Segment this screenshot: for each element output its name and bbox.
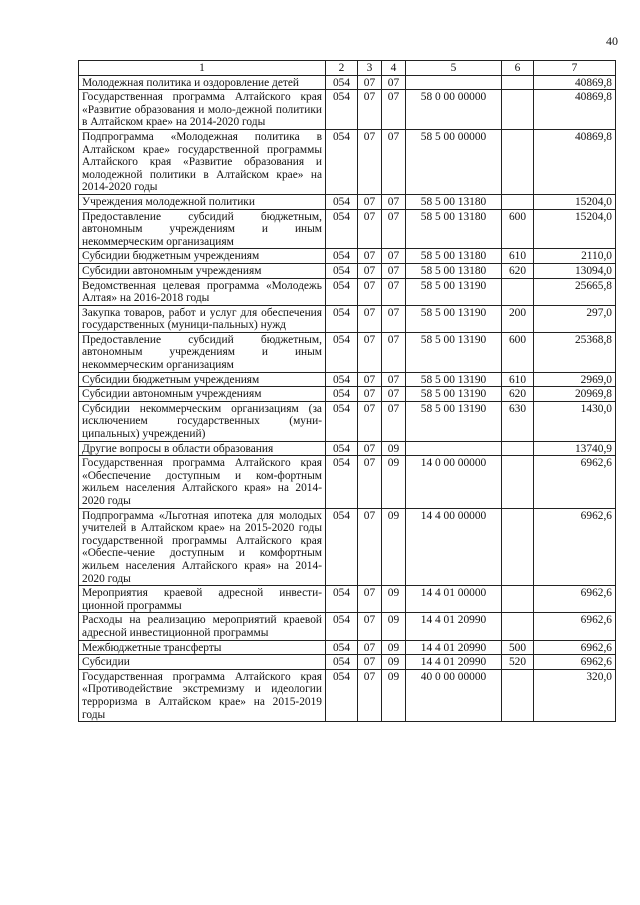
row-target-cell: 58 5 00 13180 (406, 194, 502, 209)
row-amount-cell: 2969,0 (534, 372, 616, 387)
row-subsection-cell: 07 (382, 194, 406, 209)
header-cell: 6 (502, 61, 534, 76)
table-row (79, 508, 616, 586)
row-code-cell: 054 (326, 90, 358, 130)
row-code-cell: 054 (326, 441, 358, 456)
row-type-cell: 600 (502, 209, 534, 249)
row-name-cell: Подпрограмма «Льготная ипотека для молодых учителей в Алтайском крае» на 2015-2020 годы государственной программы Алтайского края «Обеспе-чение доступным и комфортным жильем населения Алтайского края» на 2014-2020 годы (79, 508, 326, 586)
row-name-cell: Государственная программа Алтайского края «Противодействие экстремизму и идеологии терроризма в Алтайском крае» на 2015-2019 годы (79, 669, 326, 721)
row-code-cell: 054 (326, 655, 358, 670)
row-target-cell: 58 5 00 13190 (406, 387, 502, 402)
table-row (79, 249, 616, 264)
row-section-cell: 07 (358, 669, 382, 721)
row-type-cell: 600 (502, 332, 534, 372)
row-section-cell: 07 (358, 456, 382, 508)
row-target-cell: 58 5 00 13190 (406, 332, 502, 372)
row-section-cell: 07 (358, 249, 382, 264)
row-type-cell: 630 (502, 401, 534, 441)
row-code-cell: 054 (326, 613, 358, 640)
row-code-cell: 054 (326, 278, 358, 305)
row-code-cell: 054 (326, 332, 358, 372)
row-type-cell (502, 194, 534, 209)
table-row (79, 456, 616, 508)
page-number: 40 (606, 34, 618, 48)
row-amount-cell: 13740,9 (534, 441, 616, 456)
table-row (79, 613, 616, 640)
row-amount-cell: 2110,0 (534, 249, 616, 264)
table-row (79, 194, 616, 209)
row-section-cell: 07 (358, 75, 382, 90)
table-header-row (79, 61, 616, 76)
row-name-cell: Закупка товаров, работ и услуг для обеспечения государственных (муници-пальных) нужд (79, 305, 326, 332)
row-name-cell: Предоставление субсидий бюджетным, автономным учреждениям и иным некоммерческим организациям (79, 332, 326, 372)
row-section-cell: 07 (358, 278, 382, 305)
row-type-cell: 620 (502, 387, 534, 402)
row-name-cell: Мероприятия краевой адресной инвести-ционной программы (79, 586, 326, 613)
row-name-cell: Субсидии бюджетным учреждениям (79, 249, 326, 264)
row-subsection-cell: 09 (382, 508, 406, 586)
row-target-cell: 14 0 00 00000 (406, 456, 502, 508)
row-section-cell: 07 (358, 90, 382, 130)
row-subsection-cell: 09 (382, 640, 406, 655)
row-type-cell: 520 (502, 655, 534, 670)
row-name-cell: Молодежная политика и оздоровление детей (79, 75, 326, 90)
row-amount-cell: 6962,6 (534, 586, 616, 613)
row-code-cell: 054 (326, 75, 358, 90)
row-name-cell: Предоставление субсидий бюджетным, автономным учреждениям и иным некоммерческим организациям (79, 209, 326, 249)
row-section-cell: 07 (358, 372, 382, 387)
row-name-cell: Подпрограмма «Молодежная политика в Алтайском крае» государственной программы Алтайского края «Развитие образования и молодежной политики в Алтайском крае» на 2014-2020 годы (79, 129, 326, 194)
row-section-cell: 07 (358, 387, 382, 402)
row-subsection-cell: 07 (382, 209, 406, 249)
row-code-cell: 054 (326, 194, 358, 209)
row-amount-cell: 40869,8 (534, 75, 616, 90)
row-name-cell: Субсидии (79, 655, 326, 670)
row-name-cell: Расходы на реализацию мероприятий краевой адресной инвестиционной программы (79, 613, 326, 640)
row-type-cell: 610 (502, 249, 534, 264)
row-amount-cell: 1430,0 (534, 401, 616, 441)
row-name-cell: Ведомственная целевая программа «Молодежь Алтая» на 2016-2018 годы (79, 278, 326, 305)
row-target-cell: 14 4 01 20990 (406, 613, 502, 640)
header-cell: 3 (358, 61, 382, 76)
row-name-cell: Субсидии автономным учреждениям (79, 263, 326, 278)
header-cell: 4 (382, 61, 406, 76)
row-amount-cell: 15204,0 (534, 209, 616, 249)
row-amount-cell: 320,0 (534, 669, 616, 721)
row-code-cell: 054 (326, 209, 358, 249)
row-subsection-cell: 07 (382, 372, 406, 387)
row-type-cell (502, 129, 534, 194)
row-name-cell: Государственная программа Алтайского края «Развитие образования и моло-дежной политики в Алтайском крае» на 2014-2020 годы (79, 90, 326, 130)
header-cell: 1 (79, 61, 326, 76)
row-code-cell: 054 (326, 129, 358, 194)
row-amount-cell: 25368,8 (534, 332, 616, 372)
row-target-cell: 14 4 01 20990 (406, 640, 502, 655)
header-cell: 2 (326, 61, 358, 76)
row-amount-cell: 6962,6 (534, 456, 616, 508)
row-amount-cell: 6962,6 (534, 640, 616, 655)
table-row (79, 305, 616, 332)
row-target-cell: 58 5 00 13190 (406, 278, 502, 305)
row-subsection-cell: 07 (382, 249, 406, 264)
row-name-cell: Межбюджетные трансферты (79, 640, 326, 655)
row-section-cell: 07 (358, 401, 382, 441)
table-row (79, 263, 616, 278)
row-name-cell: Учреждения молодежной политики (79, 194, 326, 209)
row-code-cell: 054 (326, 508, 358, 586)
row-type-cell: 500 (502, 640, 534, 655)
row-subsection-cell: 07 (382, 90, 406, 130)
row-subsection-cell: 07 (382, 278, 406, 305)
row-section-cell: 07 (358, 508, 382, 586)
table-row (79, 75, 616, 90)
row-type-cell (502, 508, 534, 586)
table-row (79, 401, 616, 441)
budget-table (78, 60, 616, 722)
row-amount-cell: 13094,0 (534, 263, 616, 278)
row-code-cell: 054 (326, 305, 358, 332)
row-code-cell: 054 (326, 401, 358, 441)
row-subsection-cell: 09 (382, 456, 406, 508)
row-type-cell (502, 90, 534, 130)
row-subsection-cell: 07 (382, 332, 406, 372)
header-cell: 5 (406, 61, 502, 76)
row-section-cell: 07 (358, 441, 382, 456)
row-target-cell: 14 4 00 00000 (406, 508, 502, 586)
row-subsection-cell: 07 (382, 401, 406, 441)
row-target-cell: 14 4 01 00000 (406, 586, 502, 613)
row-target-cell: 58 5 00 13180 (406, 209, 502, 249)
table-row (79, 278, 616, 305)
row-target-cell: 14 4 01 20990 (406, 655, 502, 670)
row-name-cell: Другие вопросы в области образования (79, 441, 326, 456)
table-row (79, 441, 616, 456)
row-section-cell: 07 (358, 586, 382, 613)
row-code-cell: 054 (326, 669, 358, 721)
row-target-cell: 40 0 00 00000 (406, 669, 502, 721)
row-section-cell: 07 (358, 613, 382, 640)
row-code-cell: 054 (326, 586, 358, 613)
row-amount-cell: 20969,8 (534, 387, 616, 402)
row-amount-cell: 6962,6 (534, 508, 616, 586)
row-subsection-cell: 09 (382, 441, 406, 456)
row-subsection-cell: 09 (382, 613, 406, 640)
header-cell: 7 (534, 61, 616, 76)
row-type-cell (502, 75, 534, 90)
row-name-cell: Субсидии автономным учреждениям (79, 387, 326, 402)
row-amount-cell: 6962,6 (534, 613, 616, 640)
row-subsection-cell: 07 (382, 263, 406, 278)
table-row (79, 90, 616, 130)
row-type-cell: 620 (502, 263, 534, 278)
row-subsection-cell: 09 (382, 586, 406, 613)
row-subsection-cell: 07 (382, 387, 406, 402)
row-target-cell (406, 75, 502, 90)
row-subsection-cell: 09 (382, 669, 406, 721)
table-row (79, 640, 616, 655)
row-code-cell: 054 (326, 640, 358, 655)
row-type-cell (502, 669, 534, 721)
row-target-cell: 58 5 00 13180 (406, 263, 502, 278)
row-subsection-cell: 07 (382, 75, 406, 90)
row-target-cell: 58 5 00 13180 (406, 249, 502, 264)
row-target-cell: 58 5 00 13190 (406, 401, 502, 441)
row-section-cell: 07 (358, 263, 382, 278)
row-code-cell: 054 (326, 456, 358, 508)
row-section-cell: 07 (358, 129, 382, 194)
row-type-cell (502, 278, 534, 305)
row-name-cell: Субсидии некоммерческим организациям (за исключением государственных (муни-ципальных) учреждений) (79, 401, 326, 441)
row-type-cell (502, 441, 534, 456)
row-section-cell: 07 (358, 640, 382, 655)
table-row (79, 332, 616, 372)
row-amount-cell: 40869,8 (534, 129, 616, 194)
row-code-cell: 054 (326, 263, 358, 278)
row-section-cell: 07 (358, 655, 382, 670)
row-target-cell: 58 5 00 00000 (406, 129, 502, 194)
table-row (79, 669, 616, 721)
table-row (79, 372, 616, 387)
row-subsection-cell: 09 (382, 655, 406, 670)
table-row (79, 586, 616, 613)
row-type-cell: 200 (502, 305, 534, 332)
row-section-cell: 07 (358, 332, 382, 372)
table-row (79, 387, 616, 402)
row-name-cell: Субсидии бюджетным учреждениям (79, 372, 326, 387)
row-target-cell: 58 5 00 13190 (406, 305, 502, 332)
row-amount-cell: 6962,6 (534, 655, 616, 670)
row-section-cell: 07 (358, 305, 382, 332)
row-section-cell: 07 (358, 194, 382, 209)
row-code-cell: 054 (326, 372, 358, 387)
row-type-cell (502, 586, 534, 613)
row-amount-cell: 40869,8 (534, 90, 616, 130)
row-subsection-cell: 07 (382, 305, 406, 332)
row-type-cell (502, 456, 534, 508)
row-name-cell: Государственная программа Алтайского края «Обеспечение доступным и ком-фортным жильем населения Алтайского края» на 2014-2020 годы (79, 456, 326, 508)
row-amount-cell: 297,0 (534, 305, 616, 332)
table-row (79, 655, 616, 670)
table-row (79, 129, 616, 194)
row-target-cell (406, 441, 502, 456)
row-amount-cell: 15204,0 (534, 194, 616, 209)
row-type-cell: 610 (502, 372, 534, 387)
row-target-cell: 58 5 00 13190 (406, 372, 502, 387)
row-target-cell: 58 0 00 00000 (406, 90, 502, 130)
row-subsection-cell: 07 (382, 129, 406, 194)
row-code-cell: 054 (326, 387, 358, 402)
row-type-cell (502, 613, 534, 640)
row-code-cell: 054 (326, 249, 358, 264)
row-amount-cell: 25665,8 (534, 278, 616, 305)
table-row (79, 209, 616, 249)
row-section-cell: 07 (358, 209, 382, 249)
